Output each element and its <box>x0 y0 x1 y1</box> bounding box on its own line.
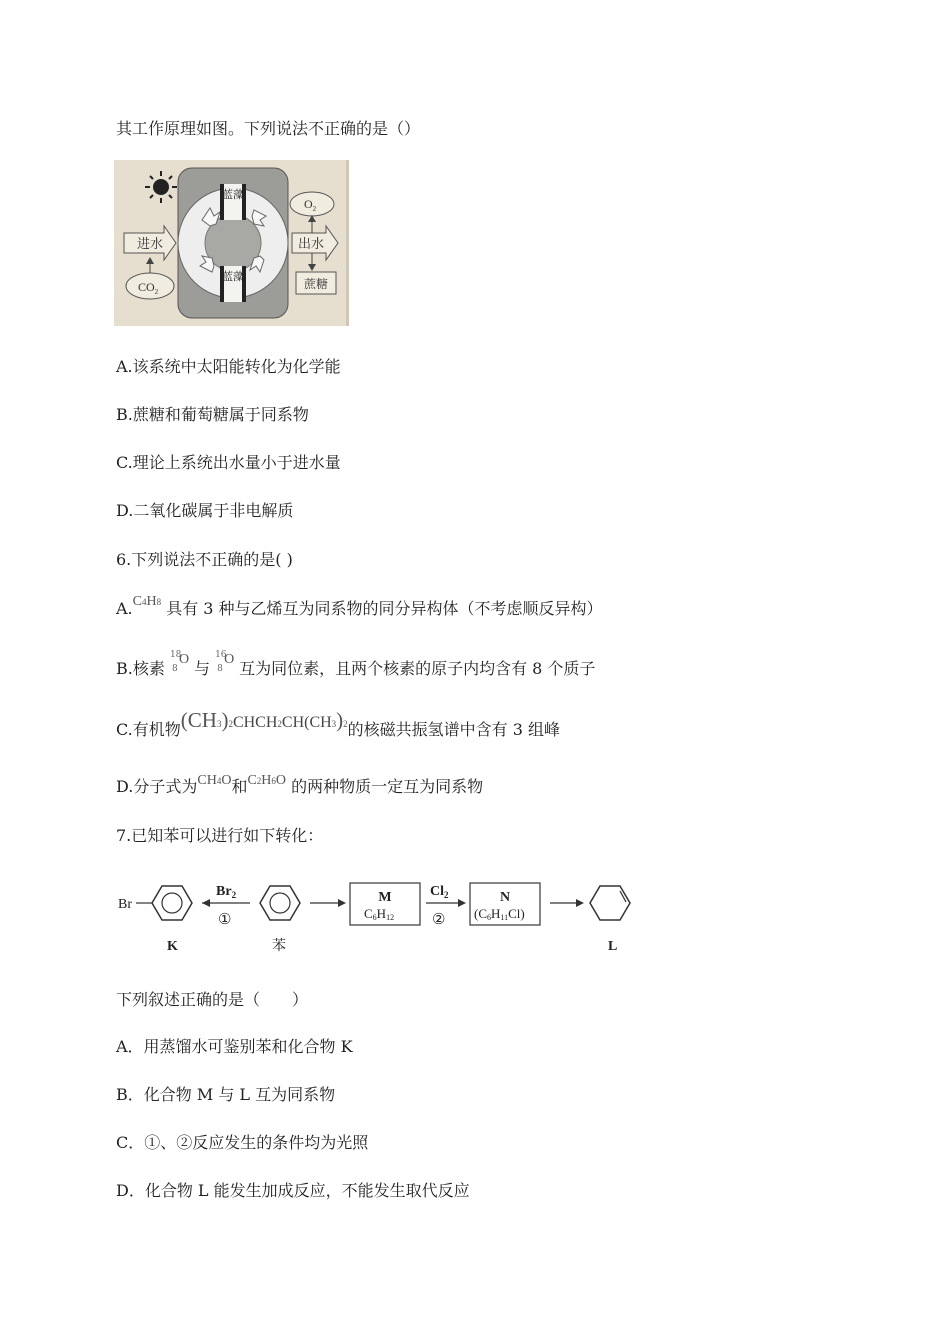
cyclohexene-ring <box>590 886 630 920</box>
outlet-label: 出水 <box>298 236 325 251</box>
q7-prompt: 下列叙述正确的是（ ） <box>116 990 309 1009</box>
q5-option-b[interactable]: B.蔗糖和葡萄糖属于同系物 <box>116 405 309 424</box>
isotope-o16: 16 8 O <box>215 650 235 674</box>
l-label: L <box>608 939 618 954</box>
algae-bottom-label: 蓝藻 <box>222 271 244 283</box>
algae-top-label-1: 蓝藻 <box>222 189 244 201</box>
ch4o-formula: CH4O <box>197 773 232 788</box>
benzene-aromatic-circle <box>270 893 290 913</box>
step-1-label: ① <box>218 912 232 928</box>
cyclohexene-double-bond <box>620 891 626 902</box>
benzene-label: 苯 <box>272 939 286 954</box>
q7-option-d[interactable]: D．化合物 L 能发生加成反应，不能发生取代反应 <box>116 1181 470 1200</box>
question-7-stem: 7.已知苯可以进行如下转化： <box>116 826 324 845</box>
diagram-edge <box>346 160 349 326</box>
isotope-o18: 18 8 O <box>169 650 190 674</box>
benzene-ring <box>260 886 300 920</box>
step-2-label: ② <box>432 912 446 928</box>
q7-option-b[interactable]: B．化合物 M 与 L 互为同系物 <box>116 1085 336 1104</box>
algae-system-diagram <box>114 160 349 326</box>
q6-option-c[interactable]: C.有机物(CH3)2CHCH2CH(CH3)2的核磁共振氢谱中含有 3 组峰 <box>116 708 561 739</box>
m-label: M <box>378 890 392 905</box>
o2-label: $O_2$ <box>304 197 317 213</box>
br-label: Br <box>118 897 132 912</box>
q5-option-c[interactable]: C.理论上系统出水量小于进水量 <box>116 453 341 472</box>
co2-label: $CO_2$ <box>138 280 159 296</box>
cl2-label: $Cl_2$ <box>430 884 449 900</box>
q6-option-a[interactable]: A.C4H8 具有 3 种与乙烯互为同系物的同分异构体（不考虑顺反异构） <box>116 594 603 618</box>
isopentane-formula: (CH3)2CHCH2CH(CH3)2 <box>180 708 348 732</box>
sucrose-label: 蔗糖 <box>303 277 329 291</box>
n-label: N <box>499 890 511 905</box>
q6-option-d[interactable]: D.分子式为CH4O和C2H6O 的两种物质一定互为同系物 <box>116 773 484 796</box>
c2h6o-formula: C2H6O <box>247 773 287 788</box>
question-5-intro: 其工作原理如图。下列说法不正确的是（） <box>116 119 421 138</box>
m-formula: C6H12 <box>364 906 395 922</box>
k-label: K <box>167 939 178 954</box>
q7-option-c[interactable]: C．①、②反应发生的条件均为光照 <box>116 1133 369 1152</box>
inlet-label: 进水 <box>137 236 164 251</box>
q5-option-d[interactable]: D.二氧化碳属于非电解质 <box>116 501 294 520</box>
q6-option-b[interactable]: B.核素 18 8 O 与 16 8 O 互为同位素，且两个核素的原子内均含有 8 个质子 <box>116 650 596 678</box>
q5-option-a[interactable]: A.该系统中太阳能转化为化学能 <box>116 357 341 376</box>
question-6-stem: 6.下列说法不正确的是( ) <box>116 550 293 569</box>
bromobenzene-ring <box>152 886 192 920</box>
arrow-4-head <box>576 899 584 907</box>
arrow-3-head <box>458 899 466 907</box>
n-formula: (C6H11Cl) <box>474 906 525 922</box>
arrow-2-head <box>338 899 346 907</box>
q7-option-a[interactable]: A．用蒸馏水可鉴别苯和化合物 K <box>116 1037 353 1056</box>
bromobenzene-aromatic-circle <box>162 893 182 913</box>
c4h8-formula: C4H8 <box>132 594 162 609</box>
br2-label: $Br_2$ <box>216 884 237 900</box>
benzene-reaction-scheme <box>114 872 634 962</box>
arrow-1-head <box>202 899 210 907</box>
